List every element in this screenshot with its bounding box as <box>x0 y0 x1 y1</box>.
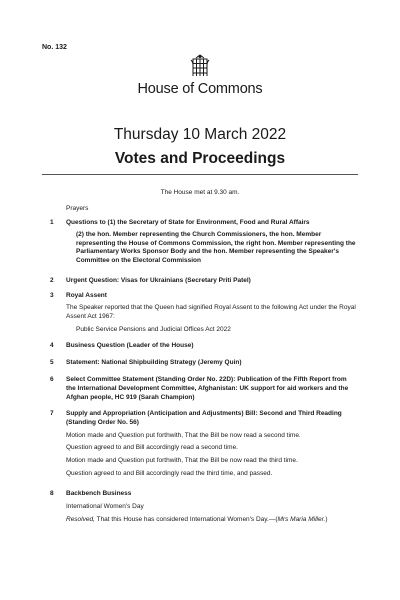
member-name: Mrs Maria Miller. <box>277 515 326 523</box>
item-number: 4 <box>50 342 54 349</box>
proceeding-item-7 <box>42 410 358 483</box>
item-title: Statement: National Shipbuilding Strategy (Jeremy Quin) <box>66 359 242 366</box>
question-agreed-third: Question agreed to and Bill accordingly read the third time, and passed. <box>66 469 273 477</box>
proceeding-item-6 <box>42 376 358 402</box>
item-number: 1 <box>50 219 54 226</box>
item-number: 7 <box>50 410 54 417</box>
prayers-label: Prayers <box>66 205 89 212</box>
item-title: Supply and Appropriation (Anticipation and Adjustments) Bill: Second and Third Reading (Standing Order No. 56) <box>66 410 342 426</box>
proceeding-item-3 <box>42 292 358 335</box>
item-title: Business Question (Leader of the House) <box>66 342 194 349</box>
resolution-close: ) <box>325 515 328 523</box>
motion-second-reading: Motion made and Question put forthwith, That the Bill be now read a second time. <box>66 431 301 439</box>
proceeding-item-1 <box>42 219 358 266</box>
act-name: Public Service Pensions and Judicial Offices Act 2022 <box>76 326 231 334</box>
item-number: 8 <box>50 490 54 497</box>
house-of-commons-wordmark: House of Commons <box>137 81 263 97</box>
item-title: Royal Assent <box>66 292 107 299</box>
proceeding-item-5 <box>42 359 358 368</box>
document-number: No. 132 <box>42 44 67 51</box>
resolved-word: Resolved, <box>66 515 95 523</box>
motion-third-reading: Motion made and Question put forthwith, That the Bill be now read the third time. <box>66 457 298 465</box>
portcullis-icon <box>190 54 210 78</box>
proceeding-item-4 <box>42 342 358 351</box>
item-number: 5 <box>50 359 54 366</box>
question-agreed-second: Question agreed to and Bill accordingly read a second time. <box>66 444 238 452</box>
item-subtitle: (2) the hon. Member representing the Church Commissioners, the hon. Member representing the House of Commons Commission, the right hon. Member representing the Parliamentary Works Sponsor Body and the hon. Member representing the Speaker's Committee on the Electoral Commission <box>76 230 356 265</box>
item-number: 6 <box>50 376 54 383</box>
debate-topic: International Women's Day <box>66 502 144 510</box>
item-number: 2 <box>50 277 54 284</box>
resolution <box>66 516 358 525</box>
item-title: Urgent Question: Visas for Ukrainians (Secretary Priti Patel) <box>66 277 251 284</box>
item-title: Backbench Business <box>66 490 132 497</box>
proceeding-item-8 <box>42 490 358 524</box>
item-text: The Speaker reported that the Queen had signified Royal Assent to the following Act under the Royal Assent Act 1967: <box>66 303 356 320</box>
proceeding-item-2 <box>42 277 358 286</box>
house-met-time: The House met at 9.30 am. <box>160 189 240 196</box>
page-title: Votes and Proceedings <box>114 150 286 167</box>
item-title: Questions to (1) the Secretary of State for Environment, Food and Rural Affairs <box>66 219 310 226</box>
sitting-date: Thursday 10 March 2022 <box>113 126 287 143</box>
item-title: Select Committee Statement (Standing Order No. 22D): Publication of the Fifth Report from the International Development Committee, Afghanistan: UK support for aid workers and the Afghan people, HC 919 (Sarah Champion) <box>66 376 349 401</box>
title-divider <box>42 174 358 175</box>
resolution-text: That this House has considered International Women's Day.—( <box>94 515 278 523</box>
item-number: 3 <box>50 292 54 299</box>
